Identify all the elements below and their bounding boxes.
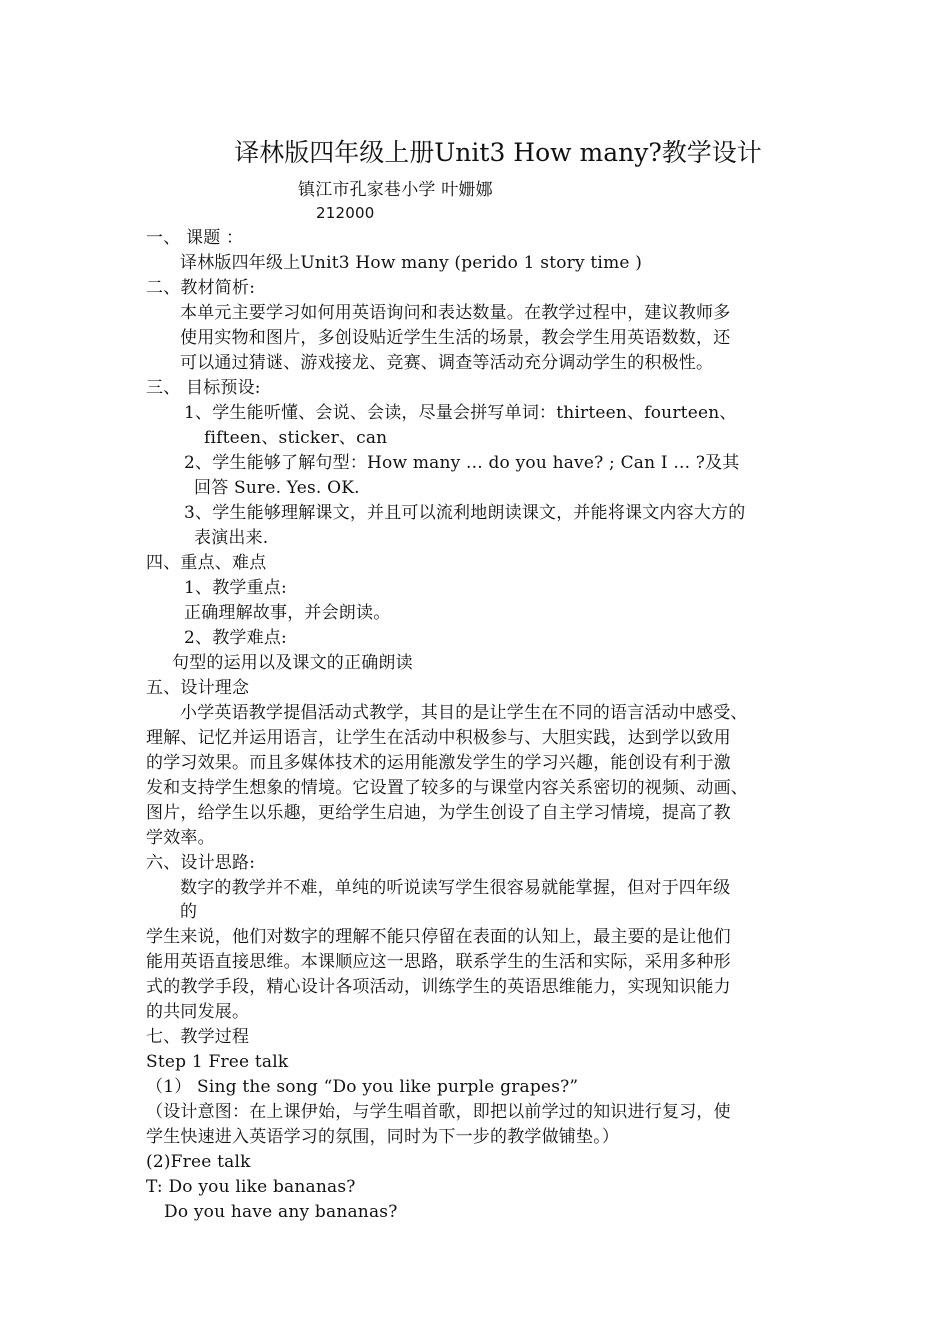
section-5-line-4: 发和支持学生想象的情境。它设置了较多的与课堂内容关系密切的视频、动画、: [146, 778, 748, 798]
section-5-line-5: 图片，给学生以乐趣，更给学生启迪，为学生创设了自主学习情境，提高了教: [146, 803, 731, 823]
section-6-line-4: 式的教学手段，精心设计各项活动，训练学生的英语思维能力，实现知识能力: [146, 977, 731, 997]
step-1-heading: Step 1 Free talk: [146, 1052, 289, 1072]
goal-1-line-2: fifteen、sticker、can: [204, 428, 388, 448]
section-1-heading: 一、 课题 ：: [146, 228, 244, 248]
author-line: 镇江市孔家巷小学 叶姗娜: [298, 180, 493, 200]
section-4-heading: 四、重点、难点: [146, 553, 267, 573]
design-intent-line-1: （设计意图：在上课伊始，与学生唱首歌，即把以前学过的知识进行复习，使: [146, 1102, 731, 1122]
key-point-text: 正确理解故事，并会朗读。: [184, 603, 391, 623]
goal-3-line-2: 表演出来.: [194, 528, 269, 548]
document-title: 译林版四年级上册Unit3 How many?教学设计: [234, 138, 762, 167]
section-5-line-3: 的学习效果。而且多媒体技术的运用能激发学生的学习兴趣，能创设有利于激: [146, 753, 731, 773]
difficulty-text: 句型的运用以及课文的正确朗读: [172, 653, 413, 673]
section-3-heading: 三、 目标预设:: [146, 378, 261, 398]
section-2-line-3: 可以通过猜谜、游戏接龙、竞赛、调查等活动充分调动学生的积极性。: [180, 353, 714, 373]
section-2-heading: 二、教材简析:: [146, 278, 256, 298]
section-2-line-1: 本单元主要学习如何用英语询问和表达数量。在教学过程中，建议教师多: [180, 303, 731, 323]
free-talk-heading: (2)Free talk: [146, 1152, 251, 1172]
postcode: 212000: [316, 204, 375, 222]
key-point-label: 1、教学重点:: [184, 578, 287, 598]
difficulty-label: 2、教学难点:: [184, 628, 287, 648]
section-2-line-2: 使用实物和图片，多创设贴近学生生活的场景，教会学生用英语数数，还: [180, 328, 731, 348]
section-6-line-5: 的共同发展。: [146, 1002, 250, 1022]
teacher-question-2: Do you have any bananas?: [164, 1202, 398, 1222]
section-5-line-1: 小学英语教学提倡活动式教学，其目的是让学生在不同的语言活动中感受、: [180, 703, 748, 723]
goal-2-line-1: 2、学生能够了解句型：How many ... do you have? ; Can I ... ?及其: [184, 453, 740, 473]
goal-3-line-1: 3、学生能够理解课文，并且可以流利地朗读课文，并能将课文内容大方的: [184, 503, 746, 523]
goal-1-line-1: 1、学生能听懂、会说、会读，尽量会拼写单词：thirteen、fourteen、: [184, 403, 737, 423]
goal-2-line-2: 回答 Sure. Yes. OK.: [194, 478, 360, 498]
section-1-body: 译林版四年级上Unit3 How many (perido 1 story time ): [180, 253, 643, 273]
section-6-line-1-wrap: 的: [180, 902, 198, 922]
section-5-line-2: 理解、记忆并运用语言，让学生在活动中积极参与、大胆实践，达到学以致用: [146, 728, 731, 748]
sing-song-line: （1） Sing the song “Do you like purple grapes?”: [146, 1077, 579, 1097]
section-6-line-2: 学生来说，他们对数字的理解不能只停留在表面的认知上，最主要的是让他们: [146, 927, 731, 947]
section-5-line-6: 学效率。: [146, 828, 215, 848]
teacher-question-1: T: Do you like bananas?: [146, 1177, 356, 1197]
section-6-line-3: 能用英语直接思维。本课顺应这一思路，联系学生的生活和实际，采用多种形: [146, 952, 731, 972]
section-6-line-1: 数字的教学并不难，单纯的听说读写学生很容易就能掌握，但对于四年级: [180, 878, 731, 898]
section-6-heading: 六、设计思路:: [146, 853, 256, 873]
section-7-heading: 七、教学过程: [146, 1027, 250, 1047]
section-5-heading: 五、设计理念: [146, 678, 250, 698]
design-intent-line-2: 学生快速进入英语学习的氛围，同时为下一步的教学做铺垫。）: [146, 1127, 620, 1147]
